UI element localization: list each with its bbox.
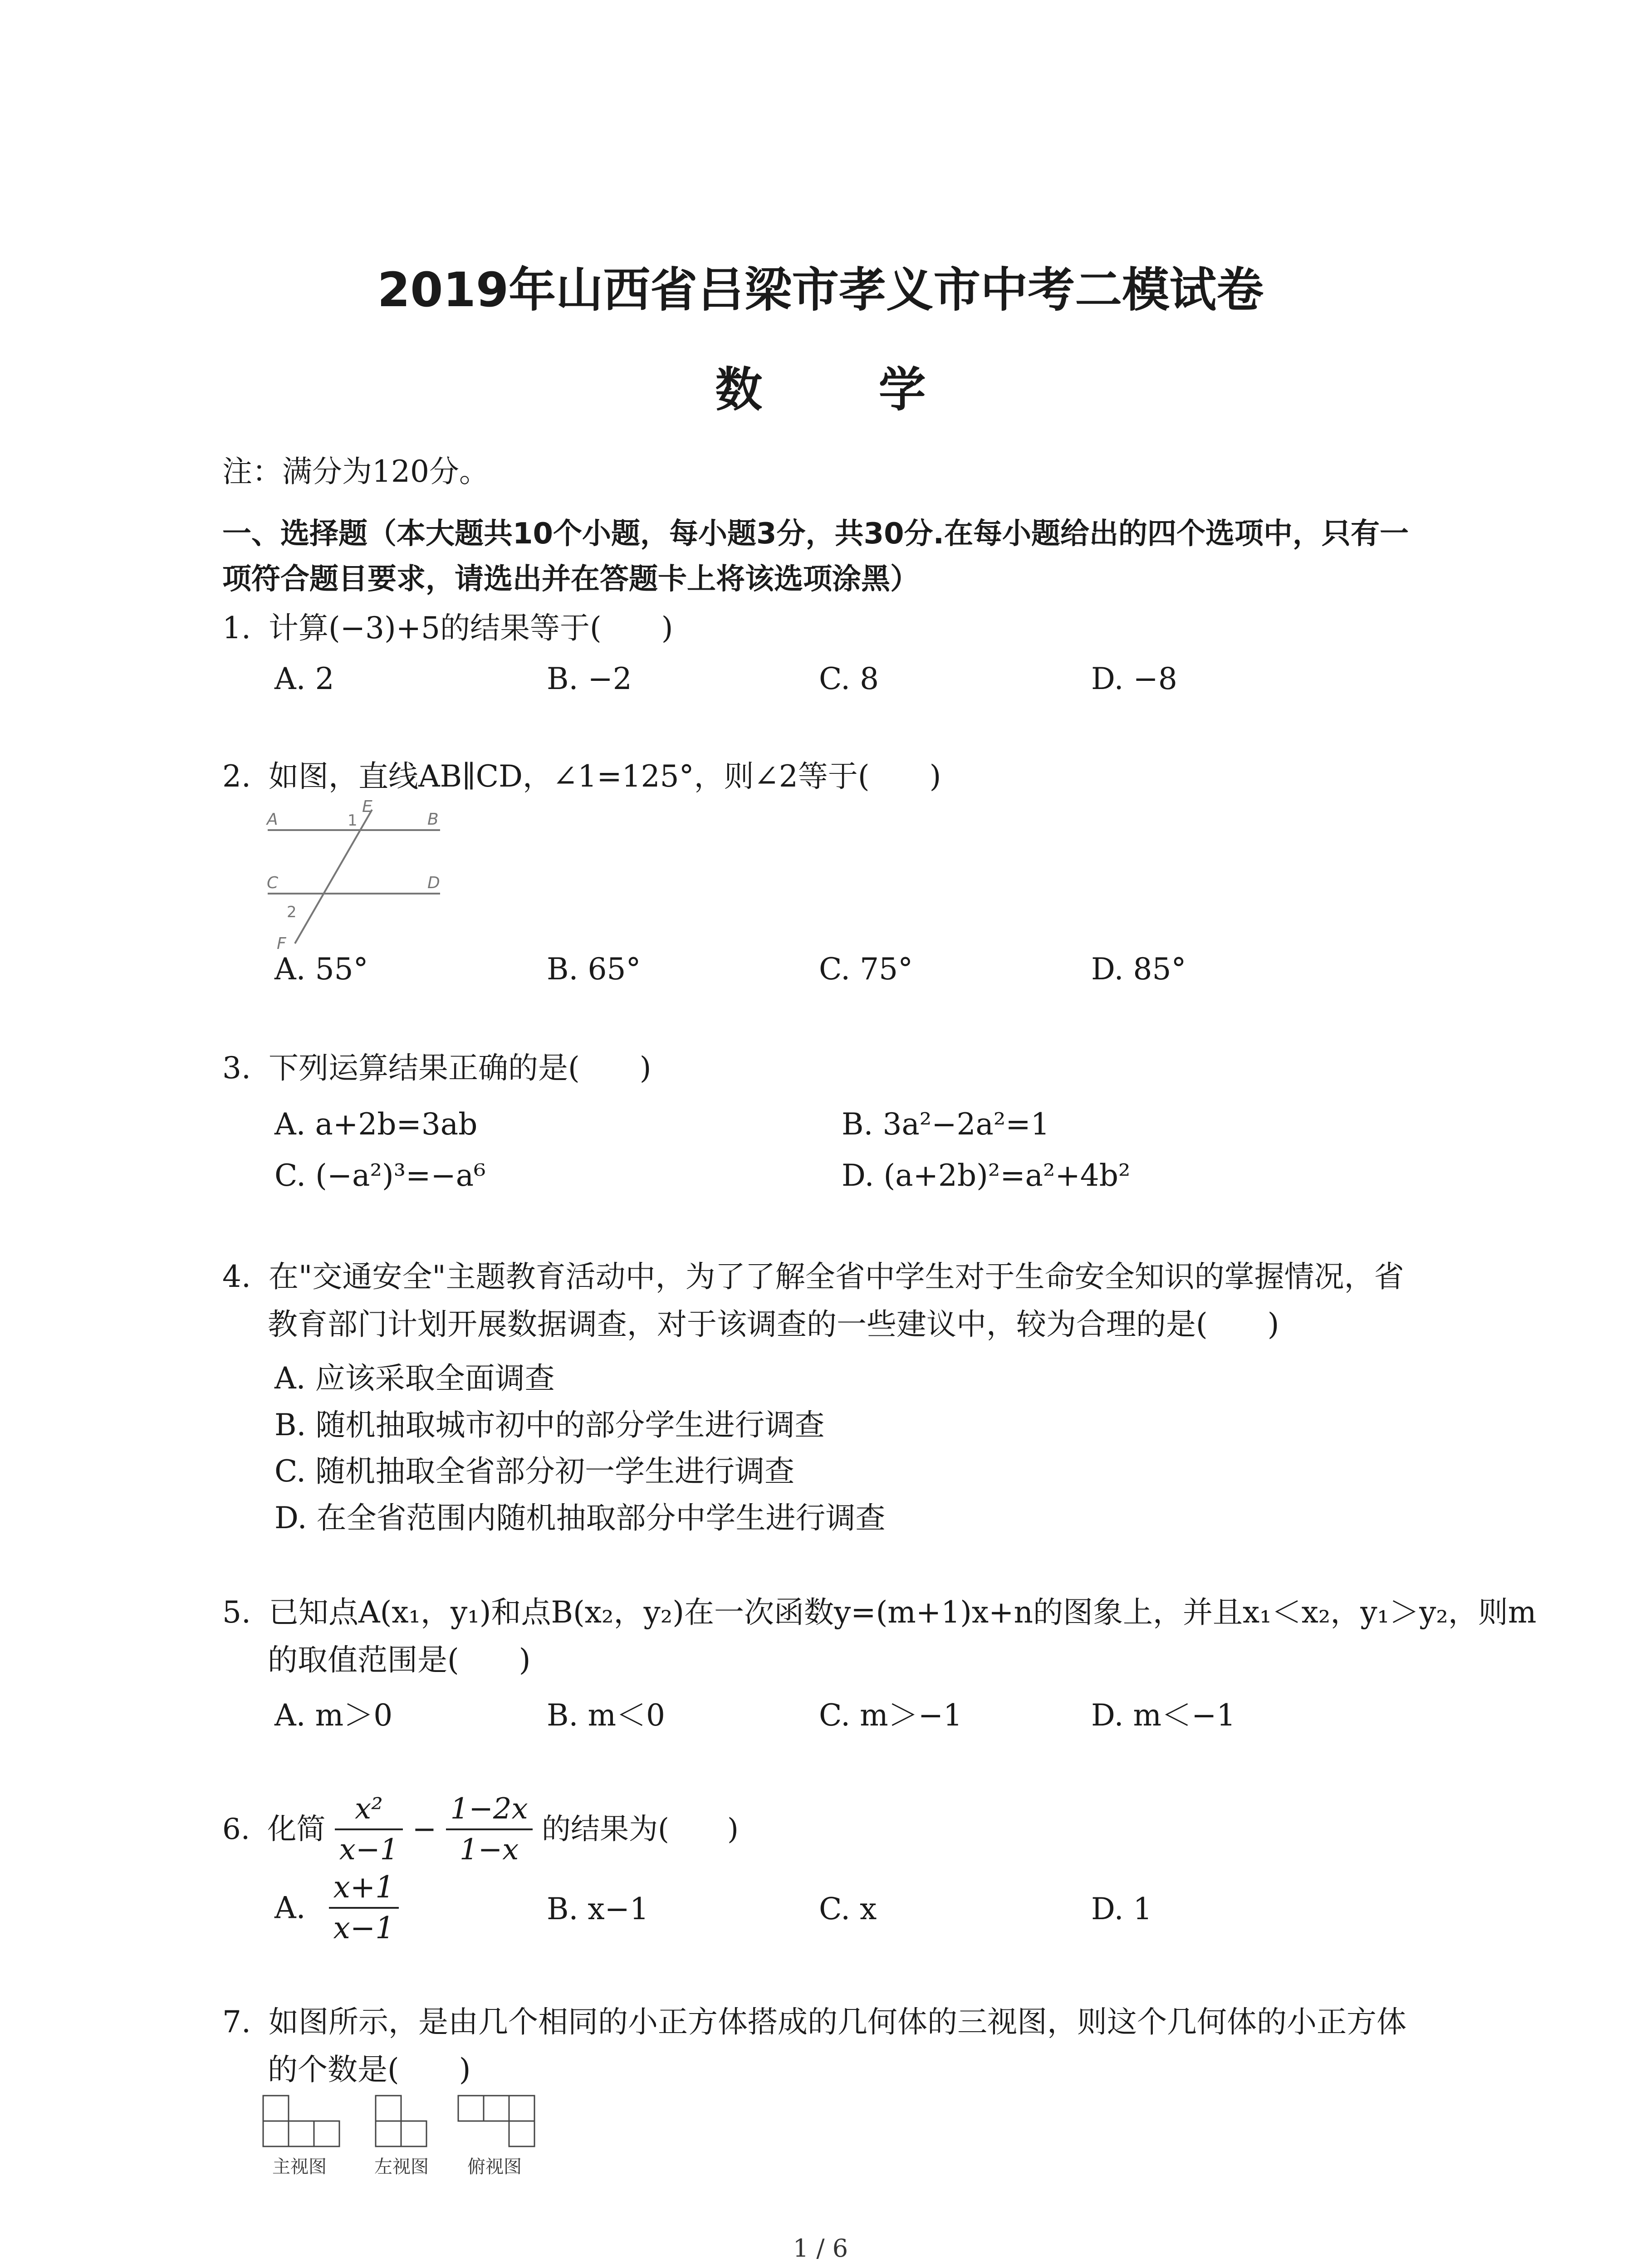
question-4-line1 — [222, 1259, 1404, 1295]
top-view-label: 俯视图 — [467, 2156, 522, 2177]
q3-option-b: B. 3a²−2a²=1 — [842, 1107, 1050, 1142]
question-stem: 如图，直线AB∥CD，∠1=125°，则∠2等于( ) — [268, 759, 941, 794]
q5-option-c: C. m＞−1 — [819, 1698, 962, 1733]
question-5-line1 — [222, 1594, 1536, 1631]
question-number: 5. — [222, 1595, 251, 1630]
q4-option-b: B. 随机抽取城市初中的部分学生进行调查 — [274, 1408, 825, 1442]
fraction-2-denominator: 1−x — [459, 1833, 519, 1867]
question-prefix: 化简 — [267, 1813, 326, 1846]
question-stem: 已知点A(x₁，y₁)和点B(x₂，y₂)在一次函数y=(m+1)x+n的图象上，并且x₁＜x₂，y₁＞y₂，则m — [268, 1595, 1537, 1630]
question-stem: 下列运算结果正确的是( ) — [268, 1051, 652, 1085]
left-view-label: 左视图 — [374, 2156, 429, 2177]
label-angle-1: 1 — [348, 811, 358, 830]
question-number: 1. — [222, 611, 251, 645]
label-e: E — [362, 798, 372, 816]
label-b: B — [427, 810, 439, 829]
q1-option-b: B. −2 — [547, 661, 632, 696]
q2-option-b: B. 65° — [547, 952, 641, 987]
question-stem: 计算(−3)+5的结果等于( ) — [268, 611, 673, 645]
question-2 — [222, 758, 941, 795]
option-a-numerator: x+1 — [329, 1868, 399, 1909]
question-6 — [222, 1789, 739, 1869]
page-title: 2019年山西省吕梁市孝义市中考二模试卷 — [377, 262, 1264, 318]
question-4-line2: 教育部门计划开展数据调查，对于该调查的一些建议中，较为合理的是( ) — [268, 1307, 1279, 1342]
q2-option-d: D. 85° — [1091, 952, 1186, 987]
fraction-2-numerator: 1−2x — [446, 1789, 533, 1830]
option-label: A. — [274, 1890, 306, 1926]
q6-option-b: B. x−1 — [547, 1892, 649, 1926]
fraction-1-denominator: x−1 — [339, 1833, 399, 1867]
q1-option-c: C. 8 — [819, 661, 879, 696]
q6-option-a — [274, 1868, 399, 1948]
q5-option-b: B. m＜0 — [547, 1698, 666, 1733]
question-number: 2. — [222, 759, 251, 794]
option-a-denominator: x−1 — [333, 1911, 395, 1945]
q5-option-a: A. m＞0 — [274, 1698, 393, 1733]
q4-option-d: D. 在全省范围内随机抽取部分中学生进行调查 — [274, 1501, 886, 1535]
question-number: 6. — [222, 1813, 250, 1846]
question-3 — [222, 1050, 651, 1086]
q1-option-a: A. 2 — [274, 661, 334, 696]
label-c: C — [267, 874, 279, 892]
minus-sign: − — [412, 1813, 437, 1846]
q3-option-d: D. (a+2b)²=a²+4b² — [842, 1158, 1131, 1193]
label-f: F — [277, 934, 286, 953]
option-a-fraction — [329, 1868, 399, 1948]
top-view — [458, 2096, 534, 2146]
q6-option-d: D. 1 — [1091, 1892, 1152, 1926]
q4-option-c: C. 随机抽取全省部分初一学生进行调查 — [274, 1454, 795, 1489]
parallel-lines-figure — [259, 798, 458, 953]
q4-option-a: A. 应该采取全面调查 — [274, 1361, 555, 1396]
left-view — [376, 2096, 426, 2146]
fraction-1-numerator: x² — [335, 1789, 403, 1830]
fraction-2 — [446, 1789, 533, 1869]
question-1 — [222, 610, 673, 646]
question-number: 7. — [222, 2004, 251, 2039]
question-stem: 如图所示，是由几个相同的小正方体搭成的几何体的三视图，则这个几何体的小正方体 — [268, 2004, 1406, 2039]
front-view — [263, 2096, 339, 2146]
q6-option-c: C. x — [819, 1892, 877, 1926]
three-views-figure — [259, 2087, 549, 2182]
fraction-1 — [335, 1789, 403, 1869]
page-number: 1 / 6 — [793, 2234, 848, 2263]
front-view-label: 主视图 — [272, 2156, 327, 2177]
q3-option-c: C. (−a²)³=−a⁶ — [274, 1158, 486, 1193]
label-angle-2: 2 — [287, 903, 297, 921]
question-7-line2: 的个数是( ) — [268, 2052, 471, 2087]
section-heading-line2: 项符合题目要求，请选出并在答题卡上将该选项涂黑） — [222, 562, 919, 596]
section-heading-line1: 一、选择题（本大题共10个小题，每小题3分，共30分.在每小题给出的四个选项中，只有一 — [222, 517, 1409, 551]
q1-option-d: D. −8 — [1091, 661, 1177, 696]
question-5-line2: 的取值范围是( ) — [268, 1642, 531, 1677]
question-7-line1 — [222, 2004, 1406, 2040]
q2-option-a: A. 55° — [274, 952, 368, 987]
question-stem: 在"交通安全"主题教育活动中，为了了解全省中学生对于生命安全知识的掌握情况，省 — [268, 1259, 1404, 1294]
q2-option-c: C. 75° — [819, 952, 913, 987]
question-number: 3. — [222, 1051, 251, 1085]
label-a: A — [267, 810, 278, 829]
q3-option-a: A. a+2b=3ab — [274, 1107, 478, 1142]
question-number: 4. — [222, 1259, 251, 1294]
subject-title: 数 学 — [715, 362, 976, 417]
score-note: 注：满分为120分。 — [222, 454, 489, 489]
q5-option-d: D. m＜−1 — [1091, 1698, 1236, 1733]
label-d: D — [427, 874, 440, 892]
question-suffix: 的结果为( ) — [542, 1813, 739, 1846]
